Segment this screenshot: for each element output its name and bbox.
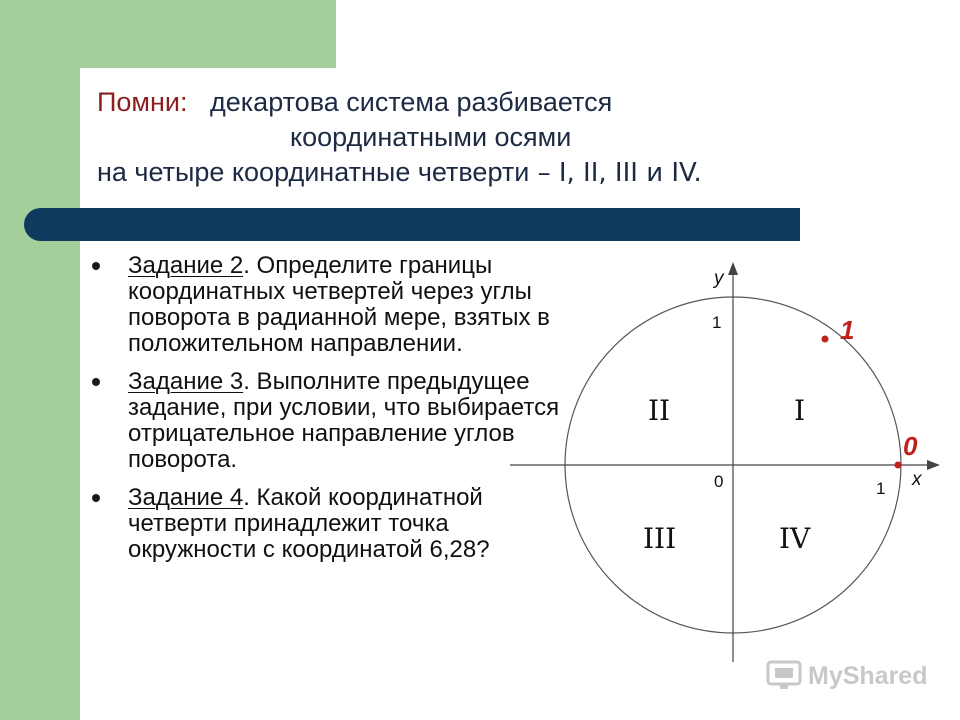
x-axis-arrow-icon (927, 460, 940, 470)
y-axis-arrow-icon (728, 262, 738, 275)
point-one-label: 1 (840, 315, 855, 345)
title-remember: Помни: (97, 87, 188, 117)
y-axis-label: y (714, 268, 724, 289)
origin-label: 0 (714, 472, 724, 491)
task-name: Задание 2 (128, 252, 244, 279)
myshared-logo-icon (766, 660, 802, 692)
quadrant-iv-label: IV (779, 522, 811, 555)
task-text: . Выполните предыдущее задание, при условии, что выбирается отрицательное направление углов поворота. (128, 368, 560, 473)
point-zero-label: 0 (903, 431, 918, 461)
x-axis-label: x (912, 469, 922, 490)
title-line-2: координатными осями (290, 122, 572, 152)
myshared-watermark (766, 656, 927, 696)
point-one-marker (822, 336, 829, 343)
quadrant-i-label: I (794, 394, 806, 427)
unit-y-label: 1 (712, 313, 722, 332)
title-line-3-prefix: на четыре координатные четверти (97, 157, 530, 187)
unit-x-label: 1 (876, 479, 886, 498)
task-text: . Какой координатной четверти принадлежит точка окружности с координатой 6,28? (128, 484, 490, 563)
task-name: Задание 3 (128, 368, 244, 395)
quadrant-ii-label: II (648, 394, 671, 427)
title-line-1-rest: декартова система разбивается (210, 87, 613, 117)
title-quarters: – I, II, III и IV. (529, 158, 702, 188)
task-text: . Определите границы координатных четвертей через углы поворота в радианной мере, взятых в положительном направлении. (128, 252, 550, 357)
watermark-text: MyShared (808, 661, 928, 690)
quadrant-iii-label: III (643, 522, 677, 555)
task-name: Задание 4 (128, 484, 244, 511)
point-zero-marker (895, 462, 902, 469)
